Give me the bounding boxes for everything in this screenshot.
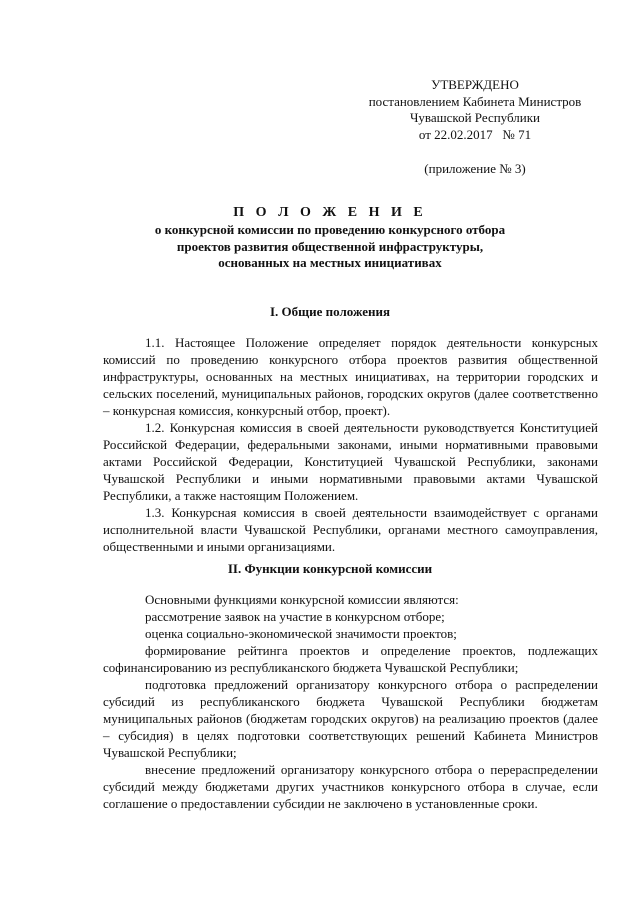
paragraph: внесение предложений организатору конкурсного отбора о перераспределении субсидий между бюджетами других участников конкурсного отбора в случае, если соглашение о предоставлении субсидии не заключено в установленные сроки. [103,762,598,811]
approval-line: Чувашской Республики [409,110,541,125]
paragraph: 1.2. Конкурсная комиссия в своей деятельности руководствуется Конституцией Российской Федерации, федеральными законами, иными нормативными правовыми актами Российской Федерации, Конституцией Чувашской Республики, законами Чувашской Республики и иными нормативными правовыми актами Чувашской Республики, а также настоящим Положением. [103,420,598,503]
paragraph: 1.3. Конкурсная комиссия в своей деятельности взаимодействует с органами исполнительной власти Чувашской Республики, органами местного самоуправления, общественными и иными организациями. [103,505,598,554]
section-heading: I. Общие положения [270,304,390,319]
paragraph: формирование рейтинга проектов и определение проектов, подлежащих софинансированию из республиканского бюджета Чувашской Республики; [103,643,598,675]
title-subtitle-line: о конкурсной комиссии по проведению конкурсного отбора [154,222,506,237]
title-heading: П О Л О Ж Е Н И Е [233,205,427,220]
title-subtitle-line: проектов развития общественной инфраструктуры, [176,238,484,254]
appendix-note: (приложение № 3) [424,161,526,176]
title-subtitle-line: основанных на местных инициативах [218,255,442,270]
section-2-body [103,591,598,812]
approval-date-number: от 22.02.2017 № 71 [418,126,532,142]
approval-line: постановлением Кабинета Министров [368,93,582,109]
paragraph: рассмотрение заявок на участие в конкурсном отборе; [145,609,445,624]
section-heading: II. Функции конкурсной комиссии [227,561,433,576]
paragraph: 1.1. Настоящее Положение определяет порядок деятельности конкурсных комиссий по проведению конкурсного отбора проектов развития общественной инфраструктуры, основанных на местных инициативах, на территории городских и сельских поселений, муниципальных районов, городских округов (далее соответственно – конкурсная комиссия, конкурсный отбор, проект). [103,335,598,418]
approval-label: УТВЕРЖДЕНО [431,77,519,92]
section-1-body [103,334,598,555]
paragraph: подготовка предложений организатору конкурсного отбора о распределении субсидий из республиканского бюджета Чувашской Республики бюджетам муниципальных районов (бюджетам городских округов) на реализацию проектов (далее – субсидия) в целях подготовки соответствующих решений Кабинета Министров Чувашской Республики; [103,677,598,760]
approval-stamp [340,77,610,178]
paragraph: Основными функциями конкурсной комиссии являются: [145,592,459,607]
document-title [60,204,600,272]
spacer [340,143,610,161]
paragraph: оценка социально-экономической значимости проектов; [145,626,457,641]
